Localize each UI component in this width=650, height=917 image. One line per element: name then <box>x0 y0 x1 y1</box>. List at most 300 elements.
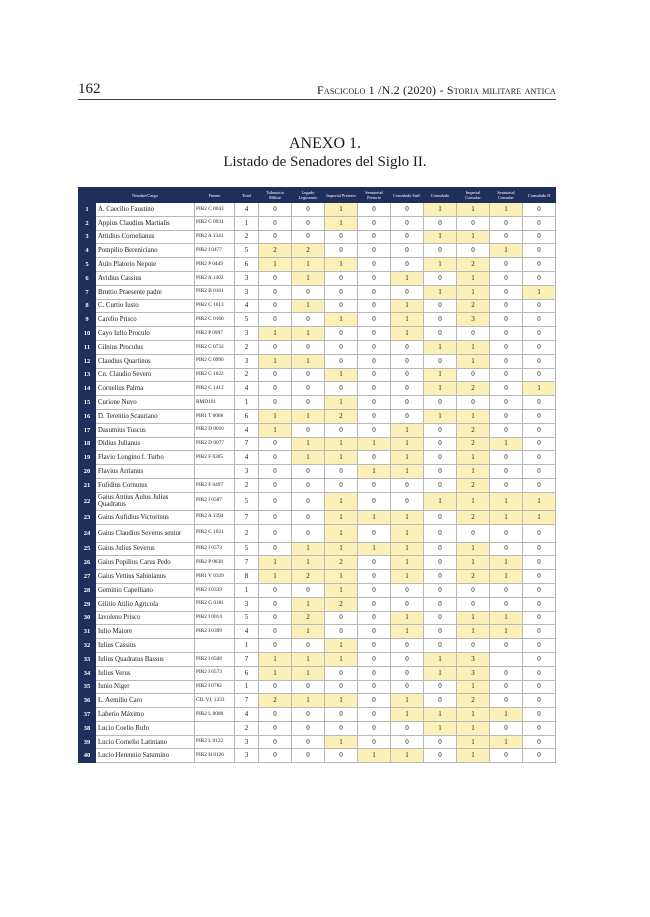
value-cell: 0 <box>292 203 325 217</box>
value-cell: 0 <box>457 244 490 258</box>
table-row <box>79 639 556 653</box>
value-cell: 0 <box>490 340 523 354</box>
value-cell: 0 <box>523 666 556 680</box>
value-cell: 1 <box>490 735 523 749</box>
value-cell: 0 <box>523 271 556 285</box>
senator-name: Cn. Claudio Severo <box>96 368 195 382</box>
value-cell: 0 <box>292 396 325 410</box>
value-cell: 1 <box>391 510 424 524</box>
table-row <box>79 258 556 272</box>
value-cell: 0 <box>325 382 358 396</box>
value-cell: 1 <box>391 524 424 542</box>
row-number: 32 <box>79 639 96 653</box>
value-cell: 0 <box>292 680 325 694</box>
value-cell: 0 <box>490 258 523 272</box>
value-cell: 0 <box>490 465 523 479</box>
value-cell: 1 <box>424 382 457 396</box>
value-cell: 3 <box>457 666 490 680</box>
total-cell: 7 <box>235 510 259 524</box>
value-cell: 0 <box>358 708 391 722</box>
value-cell: 0 <box>259 625 292 639</box>
senator-name: Bruttio Praesente padre <box>96 285 195 299</box>
value-cell: 0 <box>457 396 490 410</box>
col-header-tribunicio: Tribunicio Militar <box>259 188 292 203</box>
table-row <box>79 382 556 396</box>
value-cell: 0 <box>358 735 391 749</box>
value-cell: 2 <box>457 258 490 272</box>
value-cell: 0 <box>325 749 358 763</box>
value-cell: 1 <box>292 666 325 680</box>
value-cell: 2 <box>457 423 490 437</box>
total-cell: 3 <box>235 465 259 479</box>
value-cell: 0 <box>358 625 391 639</box>
source-ref: PIR1 V 0339 <box>195 570 235 584</box>
row-number: 4 <box>79 244 96 258</box>
value-cell: 0 <box>490 327 523 341</box>
value-cell: 0 <box>358 230 391 244</box>
value-cell: 0 <box>292 583 325 597</box>
value-cell: 1 <box>292 354 325 368</box>
value-cell: 0 <box>523 721 556 735</box>
value-cell: 0 <box>259 478 292 492</box>
senator-name: Lucio Coelio Rufo <box>96 721 195 735</box>
value-cell: 0 <box>523 423 556 437</box>
value-cell: 0 <box>424 749 457 763</box>
value-cell: 0 <box>523 524 556 542</box>
value-cell: 0 <box>259 524 292 542</box>
senator-name: Lucio Cornelio Latiniano <box>96 735 195 749</box>
value-cell: 1 <box>391 570 424 584</box>
value-cell: 0 <box>424 542 457 556</box>
row-number: 25 <box>79 542 96 556</box>
row-number: 13 <box>79 368 96 382</box>
col-header-legado: Legado Legionario <box>292 188 325 203</box>
value-cell: 0 <box>424 524 457 542</box>
senator-name: Lucio Herennio Saturnino <box>96 749 195 763</box>
senator-name: Pompilio Bereniciano <box>96 244 195 258</box>
source-ref: PIR2 C 0160 <box>195 313 235 327</box>
value-cell: 0 <box>424 396 457 410</box>
value-cell: 0 <box>490 524 523 542</box>
value-cell: 0 <box>523 327 556 341</box>
value-cell: 0 <box>523 749 556 763</box>
value-cell: 0 <box>391 680 424 694</box>
value-cell: 1 <box>457 271 490 285</box>
total-cell: 1 <box>235 216 259 230</box>
total-cell: 2 <box>235 721 259 735</box>
source-ref: PIR2 I 0339 <box>195 583 235 597</box>
header-rule <box>78 99 556 100</box>
value-cell: 1 <box>259 652 292 666</box>
value-cell: 1 <box>424 285 457 299</box>
total-cell: 1 <box>235 680 259 694</box>
senator-name: Avidius Cassius <box>96 271 195 285</box>
value-cell: 1 <box>391 299 424 313</box>
value-cell: 0 <box>391 244 424 258</box>
value-cell: 0 <box>292 721 325 735</box>
value-cell: 1 <box>391 437 424 451</box>
source-ref: PIR2 I 0573 <box>195 542 235 556</box>
value-cell: 0 <box>325 680 358 694</box>
value-cell: 0 <box>325 340 358 354</box>
value-cell: 0 <box>259 680 292 694</box>
table-row <box>79 368 556 382</box>
total-cell: 2 <box>235 230 259 244</box>
value-cell: 1 <box>292 409 325 423</box>
value-cell: 0 <box>358 583 391 597</box>
value-cell: 0 <box>358 285 391 299</box>
row-number: 19 <box>79 451 96 465</box>
value-cell: 0 <box>424 437 457 451</box>
table-row <box>79 666 556 680</box>
col-header-consulado-ii: Consulado II <box>523 188 556 203</box>
value-cell: 1 <box>391 271 424 285</box>
value-cell: 1 <box>292 271 325 285</box>
row-number: 15 <box>79 396 96 410</box>
total-cell: 4 <box>235 423 259 437</box>
value-cell: 0 <box>523 437 556 451</box>
col-header-consulado: Consulado <box>424 188 457 203</box>
value-cell: 0 <box>391 721 424 735</box>
col-header-name: Nombre/Cargo <box>96 188 195 203</box>
row-number: 20 <box>79 465 96 479</box>
value-cell: 0 <box>325 354 358 368</box>
total-cell: 4 <box>235 203 259 217</box>
row-number: 2 <box>79 216 96 230</box>
row-number: 33 <box>79 652 96 666</box>
value-cell: 0 <box>424 556 457 570</box>
value-cell: 0 <box>391 354 424 368</box>
total-cell: 4 <box>235 299 259 313</box>
value-cell: 0 <box>523 313 556 327</box>
value-cell: 2 <box>457 437 490 451</box>
value-cell: 0 <box>292 492 325 510</box>
source-ref: PIR2 I 0399 <box>195 625 235 639</box>
value-cell: 1 <box>424 409 457 423</box>
table-row <box>79 451 556 465</box>
value-cell: 1 <box>490 625 523 639</box>
col-header-total: Total <box>235 188 259 203</box>
value-cell: 2 <box>292 611 325 625</box>
value-cell: 0 <box>424 271 457 285</box>
senator-name: L. Aemilio Caro <box>96 694 195 708</box>
col-header-index <box>79 188 96 203</box>
source-ref: RMD161 <box>195 396 235 410</box>
value-cell: 1 <box>325 492 358 510</box>
value-cell: 2 <box>325 409 358 423</box>
value-cell: 1 <box>523 382 556 396</box>
value-cell: 1 <box>424 368 457 382</box>
total-cell: 7 <box>235 556 259 570</box>
value-cell: 1 <box>457 340 490 354</box>
senator-name: Dasumius Tuscus <box>96 423 195 437</box>
row-number: 16 <box>79 409 96 423</box>
senator-name: Gaius Julius Severus <box>96 542 195 556</box>
value-cell: 1 <box>292 652 325 666</box>
source-ref: PIR2 D 0016 <box>195 423 235 437</box>
value-cell: 2 <box>259 694 292 708</box>
value-cell: 2 <box>457 478 490 492</box>
value-cell: 0 <box>523 652 556 666</box>
total-cell: 1 <box>235 639 259 653</box>
value-cell: 1 <box>457 542 490 556</box>
value-cell: 0 <box>391 639 424 653</box>
value-cell: 0 <box>292 340 325 354</box>
senator-name: C. Curtio Iusto <box>96 299 195 313</box>
value-cell: 0 <box>259 708 292 722</box>
value-cell: 0 <box>457 597 490 611</box>
total-cell: 6 <box>235 666 259 680</box>
value-cell: 0 <box>490 583 523 597</box>
value-cell: 0 <box>490 354 523 368</box>
value-cell: 0 <box>292 423 325 437</box>
value-cell: 1 <box>457 735 490 749</box>
value-cell: 0 <box>259 396 292 410</box>
total-cell: 2 <box>235 340 259 354</box>
value-cell: 1 <box>391 542 424 556</box>
row-number: 34 <box>79 666 96 680</box>
value-cell: 1 <box>292 556 325 570</box>
value-cell: 0 <box>325 285 358 299</box>
senator-name: Carelio Prisco <box>96 313 195 327</box>
value-cell: 0 <box>523 694 556 708</box>
value-cell: 0 <box>325 327 358 341</box>
value-cell: 0 <box>457 639 490 653</box>
value-cell: 1 <box>490 244 523 258</box>
value-cell: 0 <box>490 666 523 680</box>
value-cell: 0 <box>325 721 358 735</box>
value-cell: 0 <box>358 258 391 272</box>
source-ref <box>195 721 235 735</box>
value-cell: 0 <box>523 354 556 368</box>
value-cell: 0 <box>259 749 292 763</box>
value-cell: 2 <box>457 382 490 396</box>
value-cell: 1 <box>292 258 325 272</box>
value-cell: 0 <box>523 639 556 653</box>
table-row <box>79 409 556 423</box>
row-number: 39 <box>79 735 96 749</box>
value-cell: 0 <box>325 230 358 244</box>
value-cell: 0 <box>325 708 358 722</box>
total-cell: 3 <box>235 354 259 368</box>
total-cell: 2 <box>235 524 259 542</box>
value-cell: 0 <box>424 570 457 584</box>
value-cell: 0 <box>424 423 457 437</box>
value-cell: 1 <box>391 423 424 437</box>
value-cell: 0 <box>325 478 358 492</box>
page-number: 162 <box>78 81 101 97</box>
total-cell: 6 <box>235 258 259 272</box>
source-ref: PIR2 L 0008 <box>195 708 235 722</box>
value-cell: 0 <box>259 451 292 465</box>
value-cell: 1 <box>424 230 457 244</box>
value-cell: 0 <box>358 244 391 258</box>
value-cell: 0 <box>523 542 556 556</box>
source-ref: PIR2 P 0838 <box>195 556 235 570</box>
value-cell: 0 <box>259 611 292 625</box>
value-cell: 1 <box>391 451 424 465</box>
value-cell: 0 <box>523 556 556 570</box>
value-cell: 0 <box>358 478 391 492</box>
value-cell: 0 <box>259 510 292 524</box>
value-cell: 0 <box>325 244 358 258</box>
row-number: 8 <box>79 299 96 313</box>
value-cell: 1 <box>457 721 490 735</box>
table-row <box>79 556 556 570</box>
row-number: 38 <box>79 721 96 735</box>
value-cell: 0 <box>292 465 325 479</box>
value-cell: 0 <box>292 230 325 244</box>
value-cell: 0 <box>358 570 391 584</box>
table-row <box>79 465 556 479</box>
value-cell: 0 <box>424 680 457 694</box>
value-cell: 1 <box>358 437 391 451</box>
total-cell: 1 <box>235 583 259 597</box>
row-number: 23 <box>79 510 96 524</box>
table-header-row <box>79 188 556 203</box>
row-number: 11 <box>79 340 96 354</box>
value-cell: 0 <box>391 216 424 230</box>
senator-name: Iavoleno Prisco <box>96 611 195 625</box>
value-cell: 1 <box>457 556 490 570</box>
value-cell: 1 <box>523 285 556 299</box>
value-cell: 0 <box>424 597 457 611</box>
source-ref: PIR2 C 1412 <box>195 382 235 396</box>
value-cell: 0 <box>523 230 556 244</box>
value-cell: 1 <box>325 735 358 749</box>
value-cell: 0 <box>490 478 523 492</box>
col-header-source: Fuente <box>195 188 235 203</box>
value-cell: 0 <box>490 423 523 437</box>
total-cell: 5 <box>235 492 259 510</box>
value-cell: 1 <box>325 396 358 410</box>
value-cell: 0 <box>292 708 325 722</box>
table-row <box>79 299 556 313</box>
value-cell: 0 <box>523 570 556 584</box>
value-cell: 1 <box>457 492 490 510</box>
value-cell: 1 <box>424 666 457 680</box>
value-cell: 0 <box>523 396 556 410</box>
value-cell: 0 <box>358 313 391 327</box>
table-row <box>79 327 556 341</box>
row-number: 35 <box>79 680 96 694</box>
value-cell: 1 <box>292 694 325 708</box>
table-row <box>79 680 556 694</box>
value-cell: 0 <box>292 510 325 524</box>
value-cell: 0 <box>424 583 457 597</box>
table-row <box>79 244 556 258</box>
value-cell: 1 <box>325 583 358 597</box>
value-cell: 1 <box>391 708 424 722</box>
value-cell: 0 <box>358 216 391 230</box>
value-cell: 1 <box>325 639 358 653</box>
table-row <box>79 625 556 639</box>
source-ref: PIR2 A 1341 <box>195 230 235 244</box>
value-cell: 0 <box>259 721 292 735</box>
value-cell: 0 <box>259 437 292 451</box>
value-cell: 1 <box>424 708 457 722</box>
value-cell: 2 <box>457 510 490 524</box>
value-cell: 0 <box>391 666 424 680</box>
table-row <box>79 721 556 735</box>
value-cell <box>490 652 523 666</box>
value-cell: 0 <box>391 368 424 382</box>
value-cell: 0 <box>391 396 424 410</box>
table-row <box>79 524 556 542</box>
senator-name: Cayo Iulio Proculo <box>96 327 195 341</box>
row-number: 9 <box>79 313 96 327</box>
value-cell: 0 <box>292 478 325 492</box>
value-cell: 0 <box>490 639 523 653</box>
value-cell: 0 <box>424 478 457 492</box>
value-cell: 0 <box>391 478 424 492</box>
value-cell: 0 <box>391 583 424 597</box>
table-row <box>79 437 556 451</box>
row-number: 12 <box>79 354 96 368</box>
value-cell: 0 <box>424 694 457 708</box>
value-cell: 0 <box>259 203 292 217</box>
senator-name: Gaius Vettius Sabinianus <box>96 570 195 584</box>
value-cell: 1 <box>259 423 292 437</box>
value-cell: 1 <box>457 409 490 423</box>
value-cell: 1 <box>490 570 523 584</box>
value-cell: 0 <box>358 203 391 217</box>
value-cell: 0 <box>391 492 424 510</box>
senators-table <box>78 187 556 763</box>
value-cell: 1 <box>457 285 490 299</box>
total-cell: 4 <box>235 382 259 396</box>
value-cell: 1 <box>457 354 490 368</box>
senator-name: Didius Julianus <box>96 437 195 451</box>
value-cell: 0 <box>490 597 523 611</box>
value-cell: 1 <box>292 597 325 611</box>
total-cell: 4 <box>235 708 259 722</box>
source-ref: PIR2 I 0508 <box>195 652 235 666</box>
total-cell: 8 <box>235 570 259 584</box>
value-cell: 1 <box>292 437 325 451</box>
source-ref: PIR2 C 0043 <box>195 203 235 217</box>
value-cell: 1 <box>325 542 358 556</box>
value-cell: 0 <box>490 451 523 465</box>
value-cell: 0 <box>358 556 391 570</box>
value-cell: 3 <box>457 313 490 327</box>
senator-name: Cilnius Proculus <box>96 340 195 354</box>
value-cell: 0 <box>259 271 292 285</box>
value-cell: 0 <box>358 721 391 735</box>
value-cell: 1 <box>457 680 490 694</box>
value-cell: 0 <box>490 680 523 694</box>
source-ref: PIR2 I 0782 <box>195 680 235 694</box>
senator-name: Gilitio Atilio Agricola <box>96 597 195 611</box>
total-cell: 3 <box>235 327 259 341</box>
value-cell: 0 <box>424 611 457 625</box>
value-cell: 1 <box>292 542 325 556</box>
value-cell: 0 <box>259 285 292 299</box>
value-cell: 0 <box>391 597 424 611</box>
senator-name: Iulius Cassius <box>96 639 195 653</box>
value-cell: 0 <box>490 694 523 708</box>
value-cell: 0 <box>292 735 325 749</box>
value-cell: 0 <box>292 368 325 382</box>
table-row <box>79 492 556 510</box>
value-cell: 1 <box>325 216 358 230</box>
source-ref: PIR2 C 0732 <box>195 340 235 354</box>
value-cell: 0 <box>490 409 523 423</box>
senator-name: Flavio Longino f. Turbo <box>96 451 195 465</box>
value-cell: 0 <box>424 639 457 653</box>
value-cell: 0 <box>358 451 391 465</box>
value-cell: 0 <box>292 524 325 542</box>
